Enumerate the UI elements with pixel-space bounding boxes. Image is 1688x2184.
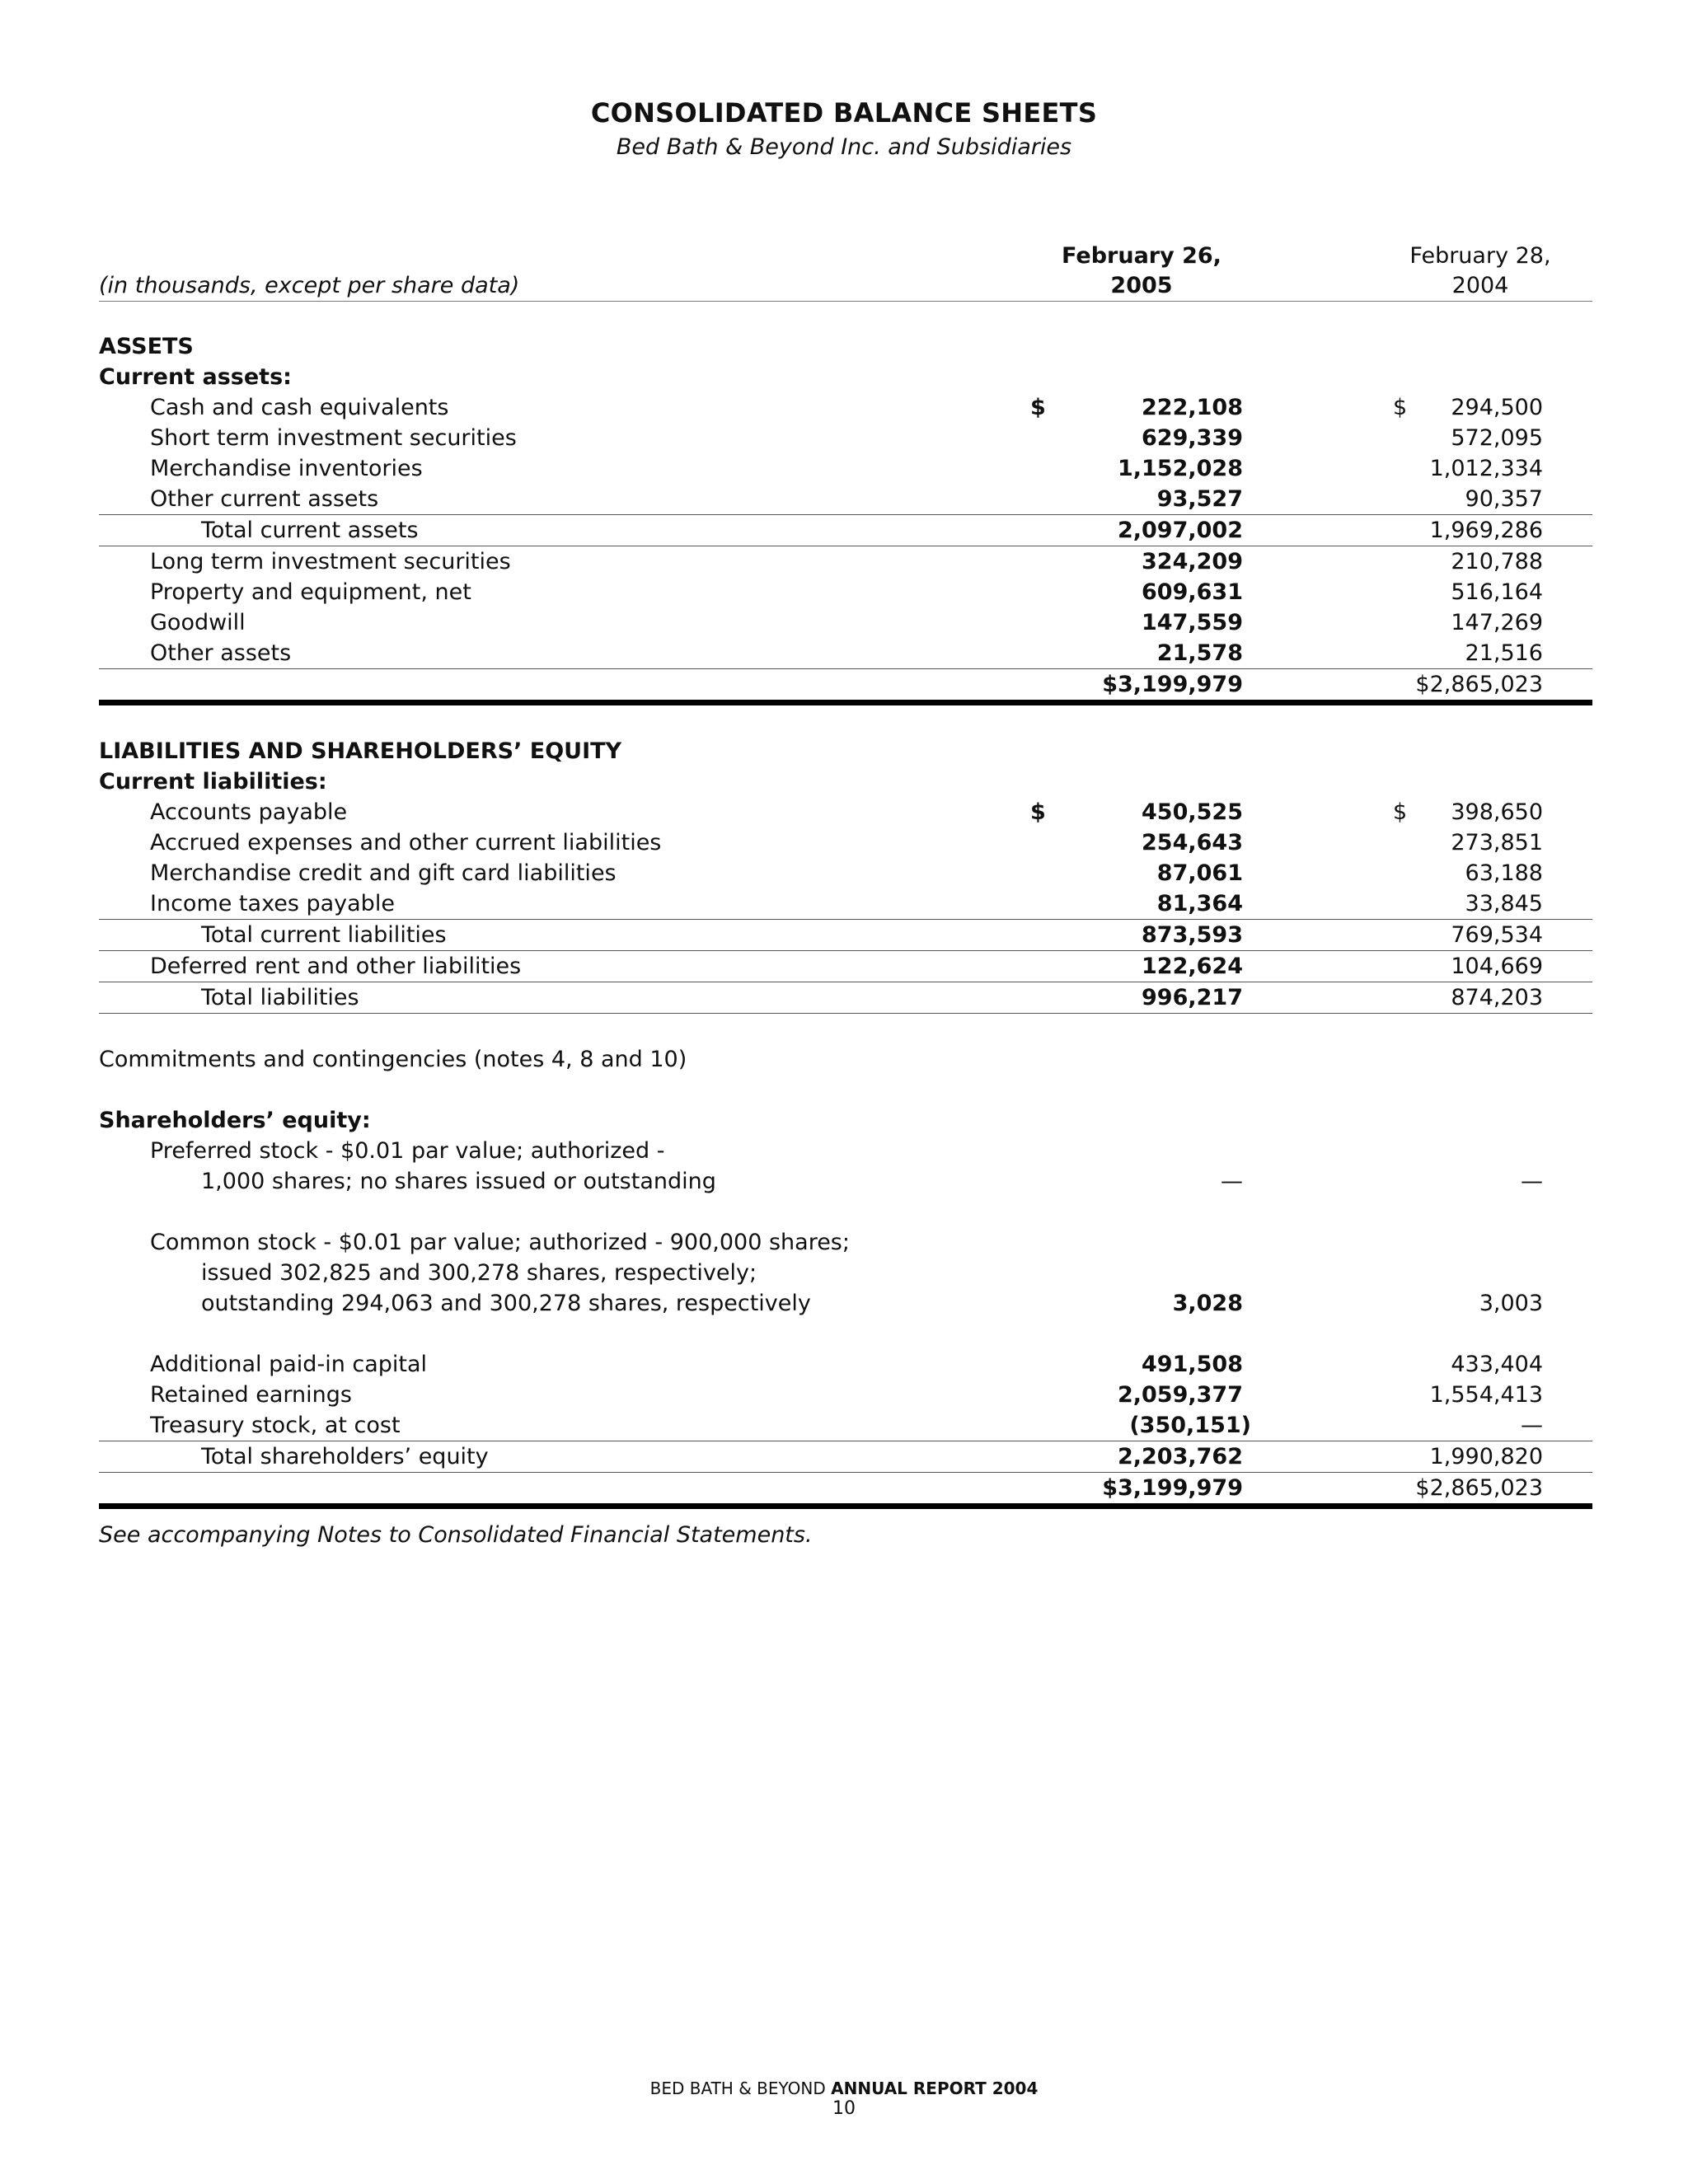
- col-2004-line1: February 28,: [1409, 243, 1551, 269]
- table-row: Merchandise inventories 1,152,028 1,012,334: [150, 456, 1543, 481]
- table-row: outstanding 294,063 and 300,278 shares, respectively 3,028 3,003: [201, 1291, 1543, 1316]
- subtotal-row: Total current liabilities 873,593 769,534: [99, 920, 1592, 951]
- col-2004-line2: 2004: [1368, 271, 1592, 302]
- page-subtitle: Bed Bath & Beyond Inc. and Subsidiaries: [616, 134, 1072, 160]
- page-number: 10: [832, 2098, 856, 2119]
- subtotal-row: Total shareholders’ equity 2,203,762 1,990,820: [99, 1441, 1592, 1473]
- page-footer: [0, 2079, 1688, 2098]
- table-row: Merchandise credit and gift card liabilities 87,061 63,188: [150, 860, 1543, 886]
- common-line2: issued 302,825 and 300,278 shares, respectively;: [201, 1260, 757, 1286]
- table-row: Treasury stock, at cost (350,151) —: [150, 1413, 1543, 1438]
- table-row: Property and equipment, net 609,631 516,164: [150, 579, 1543, 605]
- table-row: Deferred rent and other liabilities 122,624 104,669: [99, 951, 1592, 982]
- commitments-line: Commitments and contingencies (notes 4, 8 and 10): [99, 1047, 687, 1072]
- table-row: Retained earnings 2,059,377 1,554,413: [150, 1382, 1543, 1408]
- table-row: Additional paid-in capital 491,508 433,404: [150, 1352, 1543, 1377]
- preferred-line1: Preferred stock - $0.01 par value; authorized -: [150, 1138, 665, 1164]
- col-2005-line2: 2005: [1030, 271, 1253, 302]
- assets-heading: ASSETS: [99, 334, 194, 359]
- equity-heading: Shareholders’ equity:: [99, 1108, 371, 1133]
- table-row: Other assets 21,578 21,516: [150, 640, 1543, 666]
- table-row: Long term investment securities 324,209 210,788: [99, 546, 1592, 578]
- table-row: Cash and cash equivalents $ 222,108 $ 294,500: [150, 395, 1543, 420]
- table-row: Accrued expenses and other current liabilities 254,643 273,851: [150, 830, 1543, 855]
- liabilities-heading: LIABILITIES AND SHAREHOLDERS’ EQUITY: [99, 738, 622, 764]
- subtotal-row: Total liabilities 996,217 874,203: [99, 982, 1592, 1014]
- table-row: Income taxes payable 81,364 33,845: [150, 891, 1543, 916]
- table-row: Other current assets 93,527 90,357: [150, 486, 1543, 512]
- table-row: Short term investment securities 629,339 572,095: [150, 425, 1543, 451]
- units-label: (in thousands, except per share data): [99, 271, 1030, 302]
- table-row: Accounts payable $ 450,525 $ 398,650: [150, 799, 1543, 825]
- subtotal-row: Total current assets 2,097,002 1,969,286: [99, 515, 1592, 546]
- total-liabilities-equity-row: $3,199,979 $2,865,023: [99, 1473, 1592, 1507]
- table-row: 1,000 shares; no shares issued or outstanding — —: [201, 1169, 1543, 1194]
- footer-company: BED BATH & BEYOND: [649, 2079, 826, 2098]
- page-title: CONSOLIDATED BALANCE SHEETS: [590, 97, 1098, 129]
- common-line1: Common stock - $0.01 par value; authorized - 900,000 shares;: [150, 1230, 850, 1255]
- footer-report: ANNUAL REPORT 2004: [831, 2079, 1039, 2098]
- footnote: See accompanying Notes to Consolidated Financial Statements.: [99, 1522, 813, 1548]
- col-2005-line1: February 26,: [1062, 243, 1221, 269]
- total-assets-row: $3,199,979 $2,865,023: [99, 669, 1592, 703]
- current-liabilities-heading: Current liabilities:: [99, 769, 327, 794]
- table-row: Goodwill 147,559 147,269: [150, 610, 1543, 635]
- current-assets-heading: Current assets:: [99, 364, 292, 390]
- balance-sheet-table: [99, 241, 1592, 1509]
